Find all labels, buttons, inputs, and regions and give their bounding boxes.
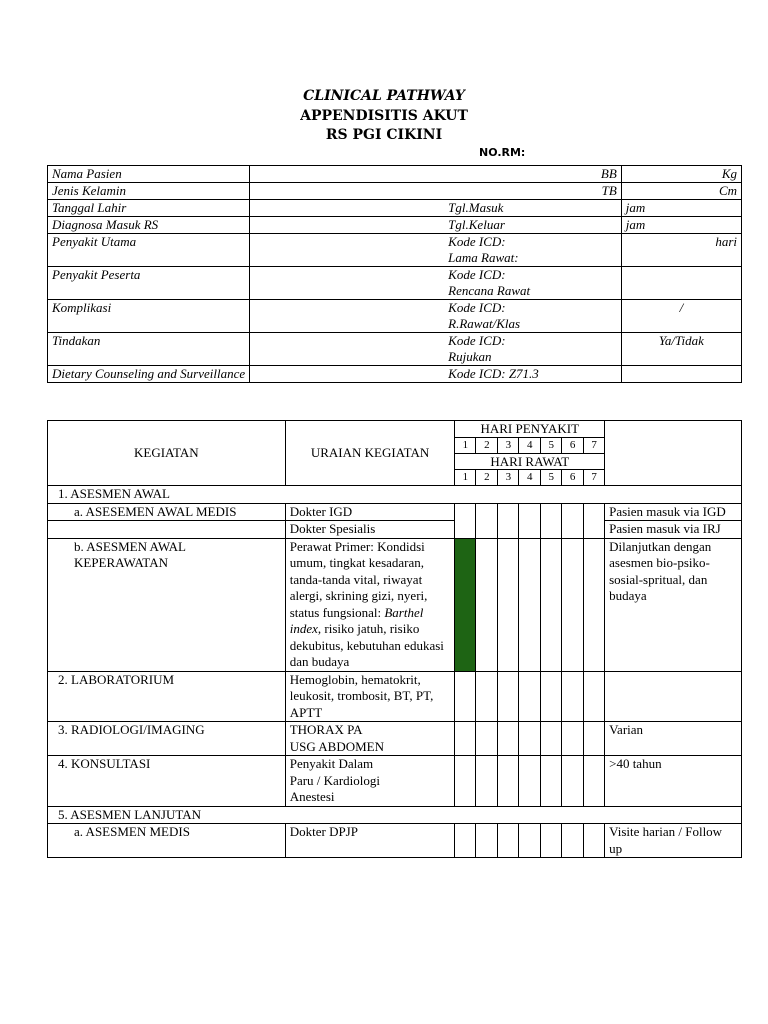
day-check-cell[interactable]	[562, 503, 584, 538]
label-tindakan: Tindakan	[48, 333, 250, 366]
day-check-cell[interactable]	[562, 824, 584, 858]
day-check-cell[interactable]	[584, 538, 605, 671]
label-cm: Cm	[621, 183, 741, 200]
day-check-cell[interactable]	[584, 671, 605, 722]
uraian-thorax: THORAX PA	[289, 722, 363, 737]
day-check-cell[interactable]	[455, 671, 476, 722]
label-hari: hari	[621, 234, 741, 267]
label-kode-icd: Kode ICD:	[448, 234, 506, 249]
day-check-cell[interactable]	[562, 538, 584, 671]
day-check-cell[interactable]	[476, 824, 498, 858]
label-kode-icd: Kode ICD:	[448, 300, 506, 315]
section-asesmen-awal: 1. ASESMEN AWAL	[48, 486, 742, 504]
uraian-anestesi: Anestesi	[289, 789, 335, 804]
title-diagnosis: APPENDISITIS AKUT	[300, 108, 468, 124]
day-check-cell[interactable]	[541, 756, 562, 807]
day-cell: 5	[541, 438, 562, 454]
day-check-cell[interactable]	[519, 824, 541, 858]
cell-kode-icd-tindakan	[250, 333, 622, 366]
cell-kode-icd-komplikasi	[250, 300, 622, 333]
day-check-cell[interactable]	[498, 503, 519, 538]
label-rencana-rawat: Rencana Rawat	[448, 283, 531, 298]
item-asesmen-medis: a. ASESMEN MEDIS	[48, 824, 286, 858]
label-tgl-masuk: Tgl.Masuk	[250, 200, 622, 217]
section-laboratorium: 2. LABORATORIUM	[48, 671, 286, 722]
day-cell: 2	[476, 438, 498, 454]
day-cell: 3	[498, 438, 519, 454]
keterangan-asesmen-lanjut: Dilanjutkan dengan asesmen bio-psiko-sosial-spritual, dan budaya	[605, 538, 742, 671]
title-clinical-pathway: CLINICAL PATHWAY	[303, 88, 465, 104]
label-kode-icd: Kode ICD:	[448, 267, 506, 282]
uraian-konsultasi	[285, 756, 455, 807]
header-kegiatan: KEGIATAN	[48, 421, 286, 486]
section-konsultasi: 4. KONSULTASI	[48, 756, 286, 807]
day-check-cell[interactable]	[541, 538, 562, 671]
day-check-cell[interactable]	[519, 722, 541, 756]
label-jenis-kelamin: Jenis Kelamin	[48, 183, 250, 200]
day-check-cell[interactable]	[541, 824, 562, 858]
label-kg: Kg	[621, 166, 741, 183]
day-check-cell[interactable]	[584, 756, 605, 807]
day-check-cell[interactable]	[519, 671, 541, 722]
uraian-perawat-primer	[285, 538, 455, 671]
day-check-cell[interactable]	[455, 503, 476, 538]
label-rawat-klas: R.Rawat/Klas	[448, 316, 521, 331]
day-check-cell[interactable]	[562, 722, 584, 756]
day-check-cell[interactable]	[498, 722, 519, 756]
label-jam-masuk: jam	[621, 200, 741, 217]
day-check-cell[interactable]	[498, 671, 519, 722]
day-check-cell[interactable]	[455, 756, 476, 807]
day-check-cell[interactable]	[476, 538, 498, 671]
patient-info-table	[47, 165, 742, 383]
label-tb: TB	[250, 183, 622, 200]
uraian-dokter-igd: Dokter IGD	[285, 503, 455, 521]
day-check-cell[interactable]	[562, 756, 584, 807]
day-cell: 4	[519, 438, 541, 454]
day-check-cell-filled[interactable]	[455, 538, 476, 671]
uraian-barthel-index: Barthel index	[289, 604, 424, 636]
title-hospital: RS PGI CIKINI	[325, 127, 443, 143]
day-check-cell[interactable]	[584, 824, 605, 858]
header-hari-penyakit: HARI PENYAKIT	[455, 421, 605, 438]
day-check-cell[interactable]	[476, 722, 498, 756]
activity-table	[47, 420, 742, 858]
label-jam-keluar: jam	[621, 217, 741, 234]
day-check-cell[interactable]	[562, 671, 584, 722]
cell-empty	[621, 267, 741, 300]
day-cell: 6	[562, 470, 584, 486]
day-check-cell[interactable]	[498, 538, 519, 671]
day-cell: 7	[584, 470, 605, 486]
uraian-text-a: Perawat Primer: Kondidsi umum, tingkat kesadaran, tanda-tanda vital, riwayat alergi, skrining gizi, nyeri, status fungsional:	[289, 538, 428, 620]
label-rujukan: Rujukan	[448, 349, 492, 364]
label-dietary-counseling: Dietary Counseling and Surveillance	[48, 366, 250, 383]
keterangan-usia: >40 tahun	[605, 756, 742, 807]
day-check-cell[interactable]	[584, 722, 605, 756]
day-cell: 4	[519, 470, 541, 486]
day-check-cell[interactable]	[519, 538, 541, 671]
header-keterangan	[605, 421, 742, 486]
uraian-dokter-spesialis: Dokter Spesialis	[285, 521, 455, 539]
keterangan-igd: Pasien masuk via IGD	[605, 503, 742, 521]
label-diagnosa-masuk: Diagnosa Masuk RS	[48, 217, 250, 234]
keterangan-varian: Varian	[605, 722, 742, 756]
day-check-cell[interactable]	[541, 722, 562, 756]
item-asesmen-awal-keperawatan: b. ASESMEN AWAL KEPERAWATAN	[48, 538, 286, 671]
day-cell: 3	[498, 470, 519, 486]
label-kode-icd: Kode ICD:	[448, 333, 506, 348]
day-cell: 2	[476, 470, 498, 486]
header-uraian-kegiatan: URAIAN KEGIATAN	[285, 421, 455, 486]
day-check-cell[interactable]	[455, 824, 476, 858]
header-hari-rawat: HARI RAWAT	[455, 454, 605, 470]
cell-kode-icd-peserta	[250, 267, 622, 300]
label-slash: /	[621, 300, 741, 333]
label-penyakit-utama: Penyakit Utama	[48, 234, 250, 267]
label-bb: BB	[250, 166, 622, 183]
section-radiologi: 3. RADIOLOGI/IMAGING	[48, 722, 286, 756]
uraian-laboratorium: Hemoglobin, hematokrit, leukosit, trombosit, BT, PT, APTT	[285, 671, 455, 722]
label-tanggal-lahir: Tanggal Lahir	[48, 200, 250, 217]
day-check-cell[interactable]	[476, 671, 498, 722]
day-check-cell[interactable]	[476, 756, 498, 807]
day-check-cell[interactable]	[498, 824, 519, 858]
day-check-cell[interactable]	[476, 503, 498, 538]
medical-record-number-label: NO.RM:	[479, 146, 526, 159]
cell-empty	[605, 671, 742, 722]
keterangan-visite: Visite harian / Follow up	[605, 824, 742, 858]
day-cell: 5	[541, 470, 562, 486]
day-check-cell[interactable]	[455, 722, 476, 756]
label-kode-icd-z: Kode ICD: Z71.3	[250, 366, 622, 383]
day-check-cell[interactable]	[541, 503, 562, 538]
day-cell: 6	[562, 438, 584, 454]
day-check-cell[interactable]	[541, 671, 562, 722]
day-check-cell[interactable]	[584, 503, 605, 538]
label-nama-pasien: Nama Pasien	[48, 166, 250, 183]
day-cell: 1	[455, 438, 476, 454]
uraian-usg: USG ABDOMEN	[289, 738, 384, 754]
item-asesmen-awal-medis: a. ASESEMEN AWAL MEDIS	[48, 503, 286, 521]
day-cell: 7	[584, 438, 605, 454]
label-tgl-keluar: Tgl.Keluar	[250, 217, 622, 234]
day-check-cell[interactable]	[498, 756, 519, 807]
keterangan-irj: Pasien masuk via IRJ	[605, 521, 742, 539]
label-ya-tidak: Ya/Tidak	[621, 333, 741, 366]
uraian-radiologi	[285, 722, 455, 756]
uraian-text-b: , risiko jatuh, risiko dekubitus, kebutuhan edukasi dan budaya	[289, 621, 444, 669]
uraian-penyakit-dalam: Penyakit Dalam	[289, 756, 374, 771]
label-penyakit-peserta: Penyakit Peserta	[48, 267, 250, 300]
label-komplikasi: Komplikasi	[48, 300, 250, 333]
cell-kode-icd-utama	[250, 234, 622, 267]
uraian-dokter-dpjp: Dokter DPJP	[285, 824, 455, 858]
day-check-cell[interactable]	[519, 503, 541, 538]
cell-empty	[621, 366, 741, 383]
section-asesmen-lanjutan: 5. ASESMEN LANJUTAN	[48, 806, 742, 824]
cell-empty	[48, 521, 286, 539]
uraian-paru-kardiologi: Paru / Kardiologi	[289, 772, 380, 788]
day-cell: 1	[455, 470, 476, 486]
day-check-cell[interactable]	[519, 756, 541, 807]
label-lama-rawat: Lama Rawat:	[448, 250, 519, 265]
